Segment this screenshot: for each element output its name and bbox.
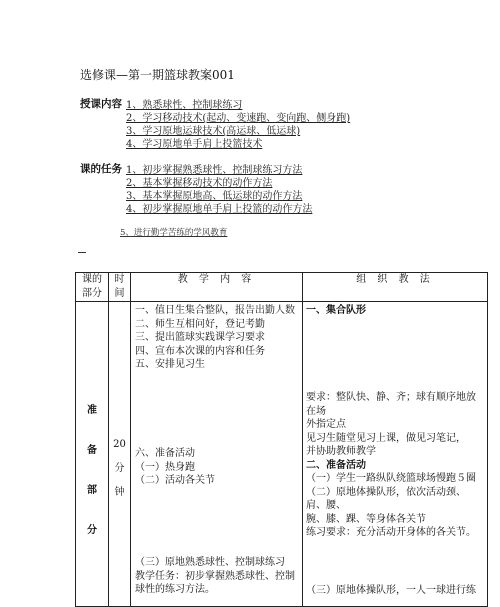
task-extra: 5、进行勤学苦练的学风教育 [120,228,228,238]
time-char: 分 [114,463,125,474]
org-heading: 一、集合队形 [306,305,366,316]
stage-char: 部 [87,485,97,496]
content-mid-block [135,447,215,488]
stage-cell [76,302,109,607]
org-line: （三）原地体操队形，一人一球进行练 [306,585,476,596]
content-top-block [135,304,295,372]
header-time-line: 时 [114,274,125,285]
content-line: 三、提出篮球实践课学习要求 [135,332,265,343]
org-mid-block [306,391,476,540]
content-bottom-block [135,556,295,597]
teaching-content-item: 1、熟悉球性、控制球练习 [126,100,243,111]
teaching-content-label: 授课内容 [80,98,122,110]
content-line: 二、师生互相问好，登记考勤 [135,318,265,330]
page-title: 选修课—第一期篮球教案001 [80,68,235,82]
content-line: 教学任务：初步掌握熟悉球性、控制 [135,570,295,582]
divider-dash [78,252,86,253]
org-line: （一）学生一路纵队绕篮球场慢跑５圈 [306,473,476,484]
org-line: 要求：整队快、静、齐；球有顺序地放 [306,392,476,403]
task-item: 4、初步掌握原地单手肩上投篮的动作方法 [126,204,313,215]
org-line: 外指定点 [306,419,346,430]
content-line: （二）活动各关节 [135,475,215,486]
teaching-content-item: 4、学习原地单手肩上投篮技术 [126,139,263,150]
header-content: 教 学 内 容 [131,273,303,302]
lesson-table [75,272,488,607]
task-item: 2、基本掌握移动技术的动作方法 [126,178,273,189]
table-row [76,302,488,607]
org-line: 练习要求：充分活动开身体的各关节。 [306,527,476,538]
task-item: 3、基本掌握原地高、低运球的动作方法 [126,191,303,202]
header-part-line: 部分 [82,287,102,299]
teaching-content-item: 3、学习原地运球技术(高运球、低运球) [126,126,301,137]
content-line: 六、准备活动 [135,448,195,459]
header-time-line: 间 [114,287,125,299]
stage-char: 备 [87,445,97,456]
org-cell [303,302,488,607]
stage-char: 准 [87,405,97,416]
header-org: 组 织 教 法 [303,273,488,302]
time-cell [109,302,131,607]
content-line: 球性的练习方法。 [135,584,215,595]
org-line: 在场 [306,405,326,417]
content-line: 五、安排见习生 [135,359,205,370]
task-item: 1、初步掌握熟悉球性、控制球练习方法 [126,165,303,176]
org-line: 腕、膝、踝、等身体各关节 [306,513,426,525]
teaching-content-item: 2、学习移动技术(起动、变速跑、变向跑、侧身跑) [126,113,351,124]
tasks-label: 课的任务 [80,163,122,175]
content-line: 四、宣布本次课的内容和任务 [135,345,265,357]
header-time [109,273,131,302]
stage-char: 分 [87,525,97,536]
content-line: （三）原地熟悉球性、控制球练习 [135,557,285,568]
content-line: （一）热身跑 [135,461,195,473]
org-line: 见习生随堂见习上课，做见习笔记， [306,432,466,444]
header-part [76,273,109,302]
time-char: 20 [113,439,126,450]
org-line: 肩、腰、 [306,500,346,511]
table-header-row [76,273,488,302]
header-part-line: 课的 [82,274,102,285]
org-line: 并协助教师教学 [306,446,376,457]
org-heading: 二、准备活动 [306,459,366,471]
org-line: （二）原地体操队形，依次活动颈、 [306,486,466,498]
time-char: 钟 [114,487,125,498]
content-line: 一、值日生集合整队，报告出勤人数 [135,305,295,316]
content-cell [131,302,303,607]
